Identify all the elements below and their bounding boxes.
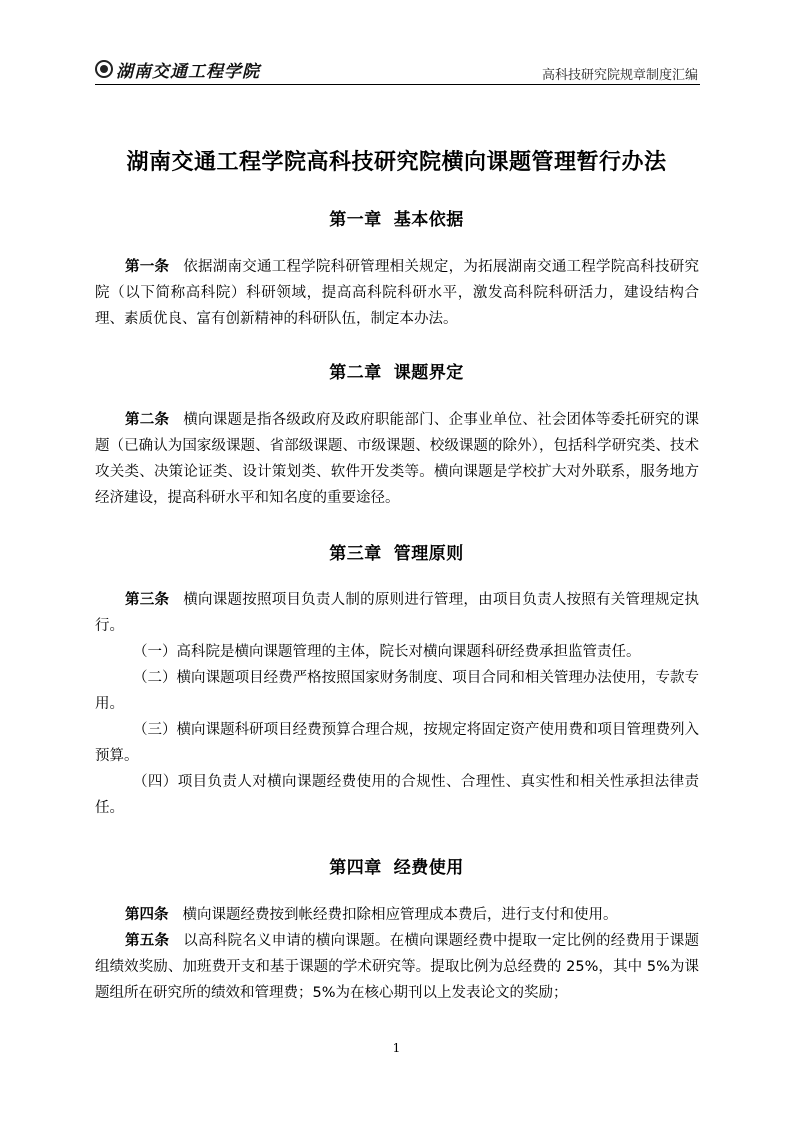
article-text: 依据湖南交通工程学院科研管理相关规定，为拓展湖南交通工程学院高科技研究院（以下简称高科院）科研领域，提高高科院科研水平，激发高科院科研活力，建设结构合理、素质优良、富有创新精神的科研队伍，制定本办法。	[95, 259, 700, 327]
chapter-name: 经费使用	[393, 858, 464, 878]
chapter-name: 基本依据	[393, 210, 464, 230]
article-text: 以高科院名义申请的横向课题。在横向课题经费中提取一定比例的经费用于课题组绩效奖励、加班费开支和基于课题的学术研究等。提取比例为总经费的 25%，其中 5%为课题组所在研究所的绩效和管理费；5%为在核心期刊以上发表论文的奖励；	[95, 933, 700, 1001]
chapter-number: 第四章	[329, 858, 382, 878]
school-seal-icon	[95, 60, 113, 78]
chapter-name: 管理原则	[393, 544, 464, 564]
article-3-item-3: （三）横向课题科研项目经费预算合理合规，按规定将固定资产使用费和项目管理费列入预算。	[95, 722, 699, 764]
article-3-item-2: （二）横向课题项目经费严格按照国家财务制度、项目合同和相关管理办法使用，专款专用。	[95, 670, 699, 712]
chapter-number: 第三章	[329, 544, 382, 564]
chapter-heading-3	[0, 539, 793, 564]
page-header	[95, 56, 698, 84]
chapter-number: 第一章	[329, 210, 382, 230]
school-logo	[95, 58, 260, 80]
article-label: 第二条	[125, 412, 170, 428]
chapter-name: 课题界定	[393, 363, 464, 383]
article-text: 横向课题按照项目负责人制的原则进行管理，由项目负责人按照有关管理规定执行。	[95, 592, 700, 634]
header-collection-title: 高科技研究院规章制度汇编	[541, 68, 698, 83]
article-3-item-1: （一）高科院是横向课题管理的主体，院长对横向课题科研经费承担监管责任。	[133, 644, 641, 660]
article-label: 第五条	[125, 933, 170, 949]
article-label: 第一条	[125, 259, 170, 275]
article-4	[95, 902, 699, 928]
document-title: 湖南交通工程学院高科技研究院横向课题管理暂行办法	[126, 150, 667, 175]
article-1	[95, 254, 699, 332]
chapter-number: 第二章	[329, 363, 382, 383]
article-text: 横向课题经费按到帐经费扣除相应管理成本费后，进行支付和使用。	[182, 907, 618, 923]
logo-text: 湖南交通工程学院	[116, 61, 260, 82]
article-2	[95, 407, 699, 511]
page-number: 1	[392, 1041, 401, 1055]
chapter-heading-1	[0, 205, 793, 230]
chapter-heading-4	[0, 853, 793, 878]
article-3-item-4: （四）项目负责人对横向课题经费使用的合规性、合理性、真实性和相关性承担法律责任。	[95, 774, 699, 816]
article-text: 横向课题是指各级政府及政府职能部门、企事业单位、社会团体等委托研究的课题（已确认为国家级课题、省部级课题、市级课题、校级课题的除外），包括科学研究类、技术攻关类、决策论证类、设计策划类、软件开发类等。横向课题是学校扩大对外联系，服务地方经济建设，提高科研水平和知名度的重要途径。	[95, 412, 700, 506]
article-label: 第四条	[125, 907, 169, 923]
article-label: 第三条	[125, 592, 170, 608]
header-divider	[95, 84, 700, 85]
chapter-heading-2	[0, 358, 793, 383]
article-5	[95, 928, 699, 1006]
article-3	[95, 587, 699, 639]
